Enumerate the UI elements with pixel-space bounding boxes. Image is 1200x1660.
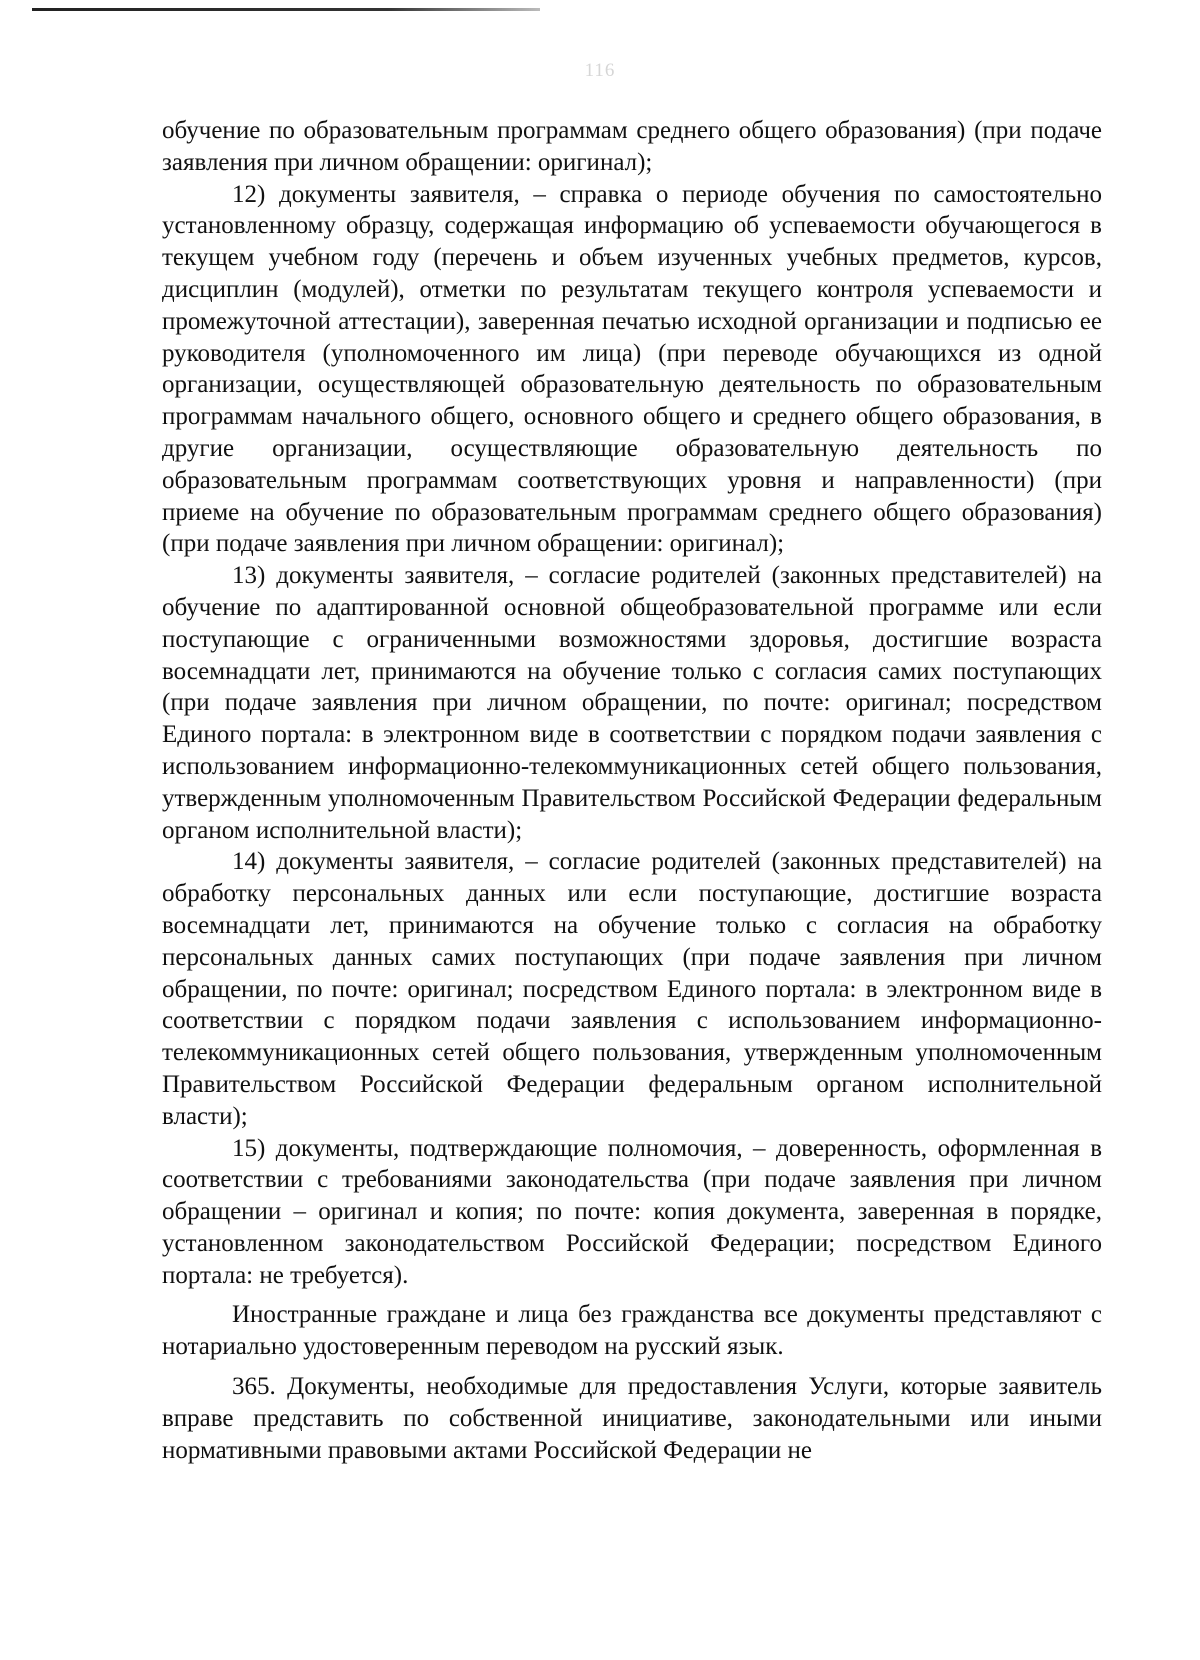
paragraph-item-14: 14) документы заявителя, – согласие родителей (законных представителей) на обработку персональных данных или если поступающие, достигшие возраста восемнадцати лет, принимаются на обучение только с согласия на обработку персональных данных самих поступающих (при подаче заявления при личном обращении, по почте: оригинал; посредством Единого портала: в электронном виде в соответствии с порядком подачи заявления с использованием информационно-телекоммуникационных сетей общего пользования, утвержденным уполномоченным Правительством Российской Федерации федеральным органом исполнительной власти); [162,848,1102,1130]
page-number: 116 [584,60,616,81]
scan-top-border-line [32,8,540,11]
paragraph-foreign-citizens: Иностранные граждане и лица без гражданства все документы представляют с нотариально удостоверенным переводом на русский язык. [162,1301,1102,1361]
paragraph-item-15: 15) документы, подтверждающие полномочия, – доверенность, оформленная в соответствии с требованиями законодательства (при подаче заявления при личном обращении – оригинал и копия; по почте: копия документа, заверенная в порядке, установленном законодательством Российской Федерации; посредством Единого портала: не требуется). [162,1134,1102,1289]
paragraph-item-12: 12) документы заявителя, – справка о периоде обучения по самостоятельно установленному образцу, содержащая информацию об успеваемости обучающегося в текущем учебном году (перечень и объем изученных учебных предметов, курсов, дисциплин (модулей), отметки по результатам текущего контроля успеваемости и промежуточной аттестации), заверенная печатью исходной организации и подписью ее руководителя (уполномоченного им лица) (при переводе обучающихся из одной организации, осуществляющей образовательную деятельность по образовательным программам начального общего, основного общего и среднего общего образования, в другие организации, осуществляющие образовательную деятельность по образовательным программам соответствующих уровня и направленности) (при приеме на обучение по образовательным программам среднего общего образования) (при подаче заявления при личном обращении: оригинал); [162,180,1102,558]
paragraph-item-13: 13) документы заявителя, – согласие родителей (законных представителей) на обучение по адаптированной основной общеобразовательной программе или если поступающие с ограниченными возможностями здоровья, достигшие возраста восемнадцати лет, принимаются на обучение только с согласия самих поступающих (при подаче заявления при личном обращении, по почте: оригинал; посредством Единого портала: в электронном виде в соответствии с порядком подачи заявления с использованием информационно-телекоммуникационных сетей общего пользования, утвержденным уполномоченным Правительством Российской Федерации федеральным органом исполнительной власти); [162,562,1102,844]
paragraph-continuation: обучение по образовательным программам среднего общего образования) (при подаче заявления при личном обращении: оригинал); [162,117,1102,176]
paragraph-clause-365: 365. Документы, необходимые для предоставления Услуги, которые заявитель вправе представить по собственной инициативе, законодательными или иными нормативными правовыми актами Российской Федерации не [162,1373,1102,1464]
document-body [162,115,1102,1466]
